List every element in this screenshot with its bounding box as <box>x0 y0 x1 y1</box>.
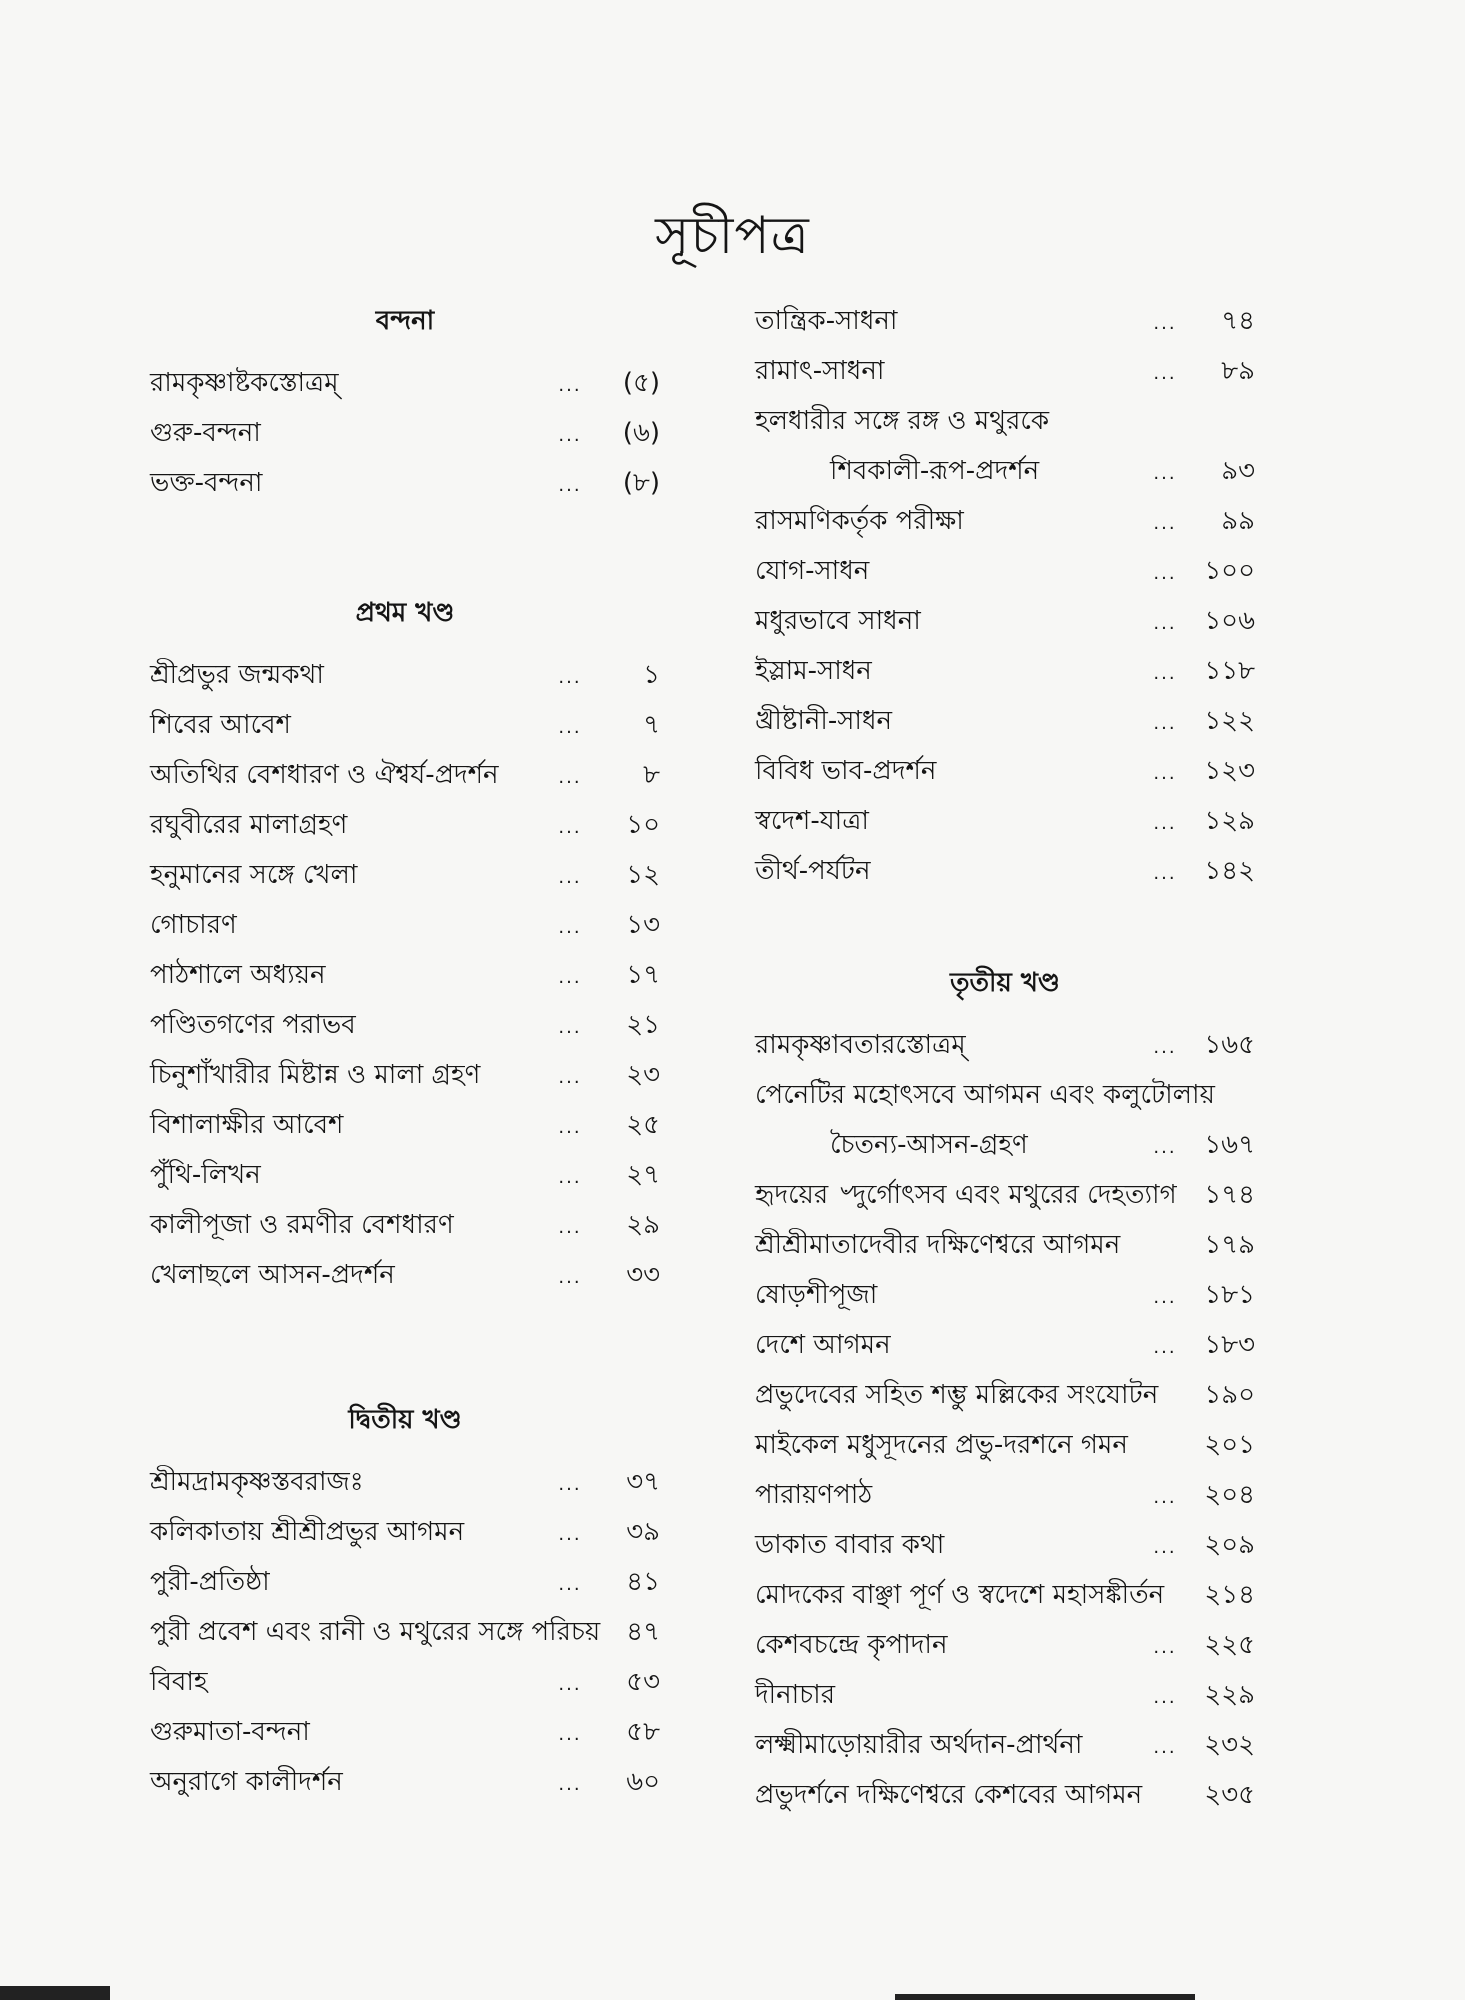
page-number: ১০ <box>626 810 660 840</box>
toc-entry[interactable]: খ্রীষ্টানী-সাধন ... ১২২ <box>755 700 1255 750</box>
toc-entry[interactable]: লক্ষ্মীমাড়োয়ারীর অর্থদান-প্রার্থনা ... ২৩২ <box>755 1724 1255 1774</box>
page-number: ১৬৭ <box>1204 1130 1255 1160</box>
section-heading-part-2: দ্বিতীয় খণ্ড <box>348 1405 462 1435</box>
toc-entry[interactable]: যোগ-সাধন ... ১০০ <box>755 550 1255 600</box>
page-number: ১৩ <box>626 910 660 940</box>
toc-entry[interactable]: মোদকের বাঞ্ছা পূর্ণ ও স্বদেশে মহাসঙ্কীর্তন ২১৪ <box>755 1574 1255 1624</box>
page-number: ১৮১ <box>1204 1280 1255 1310</box>
page-number: ২২৯ <box>1204 1680 1255 1710</box>
toc-entry[interactable]: রঘুবীরের মালাগ্রহণ ... ১০ <box>150 804 660 854</box>
page-number: ৭৪ <box>1221 306 1255 336</box>
toc-entry[interactable]: শ্রীশ্রীমাতাদেবীর দক্ষিণেশ্বরে আগমন ১৭৯ <box>755 1224 1255 1274</box>
toc-entry[interactable]: বিবাহ ... ৫৩ <box>150 1661 660 1711</box>
toc-entry[interactable]: পুরী প্রবেশ এবং রানী ও মথুরের সঙ্গে পরিচয় ৪৭ <box>150 1611 660 1661</box>
page-number: ২৭ <box>626 1160 660 1190</box>
page-edge-mark <box>895 1994 1195 2000</box>
page-number: (৫) <box>622 368 660 398</box>
page-number: ১৭৪ <box>1204 1180 1255 1210</box>
toc-entry[interactable]: ভক্ত-বন্দনা ... (৮) <box>150 462 660 512</box>
toc-entry[interactable]: তান্ত্রিক-সাধনা ... ৭৪ <box>755 300 1255 350</box>
toc-entry[interactable]: কেশবচন্দ্রে কৃপাদান ... ২২৫ <box>755 1624 1255 1674</box>
page-number: ৫৩ <box>626 1667 660 1697</box>
page-number: ১০০ <box>1204 556 1255 586</box>
toc-entry[interactable]: অনুরাগে কালীদর্শন ... ৬০ <box>150 1761 660 1811</box>
page-number: ৪১ <box>626 1567 660 1597</box>
page-number: ২১ <box>626 1010 660 1040</box>
toc-entry[interactable]: পারায়ণপাঠ ... ২০৪ <box>755 1474 1255 1524</box>
toc-entry[interactable]: গোচারণ ... ১৩ <box>150 904 660 954</box>
toc-entry[interactable]: প্রভুদর্শনে দক্ষিণেশ্বরে কেশবের আগমন ২৩৫ <box>755 1774 1255 1824</box>
toc-entry[interactable]: চৈতন্য-আসন-গ্রহণ ... ১৬৭ <box>755 1124 1255 1174</box>
page-number: ১৭ <box>626 960 660 990</box>
toc-entry[interactable]: রামকৃষ্ণাবতারস্তোত্রম্ ... ১৬৫ <box>755 1024 1255 1074</box>
page-number: ৯৩ <box>1221 456 1255 486</box>
page-number: (৬) <box>622 418 660 448</box>
page-number: ১০৬ <box>1204 606 1255 636</box>
page-number: ৩৭ <box>626 1467 660 1497</box>
toc-entry[interactable]: ডাকাত বাবার কথা ... ২০৯ <box>755 1524 1255 1574</box>
toc-entry[interactable]: পুঁথি-লিখন ... ২৭ <box>150 1154 660 1204</box>
page-number: ১৮৩ <box>1204 1330 1255 1360</box>
page-number: ২৩৫ <box>1204 1780 1255 1810</box>
toc-entry[interactable]: শিবকালী-রূপ-প্রদর্শন ... ৯৩ <box>755 450 1255 500</box>
toc-entry[interactable]: স্বদেশ-যাত্রা ... ১২৯ <box>755 800 1255 850</box>
section-heading-part-3: তৃতীয় খণ্ড <box>950 968 1060 998</box>
toc-entry[interactable]: গুরুমাতা-বন্দনা ... ৫৮ <box>150 1711 660 1761</box>
page-number: ৩৯ <box>626 1517 660 1547</box>
page-number: ৭ <box>643 710 660 740</box>
page-number: ১২৯ <box>1204 806 1255 836</box>
page-number: ৫৮ <box>626 1717 660 1747</box>
toc-entry[interactable]: পুরী-প্রতিষ্ঠা ... ৪১ <box>150 1561 660 1611</box>
toc-entry[interactable]: তীর্থ-পর্যটন ... ১৪২ <box>755 850 1255 900</box>
toc-entry[interactable]: হলধারীর সঙ্গে রঙ্গ ও মথুরকে <box>755 406 1050 436</box>
toc-entry[interactable]: কালীপূজা ও রমণীর বেশধারণ ... ২৯ <box>150 1204 660 1254</box>
page-number: ১২২ <box>1204 706 1255 736</box>
page-number: ২৯ <box>626 1210 660 1240</box>
toc-entry[interactable]: শ্রীপ্রভুর জন্মকথা ... ১ <box>150 654 660 704</box>
toc-entry[interactable]: কলিকাতায় শ্রীশ্রীপ্রভুর আগমন ... ৩৯ <box>150 1511 660 1561</box>
right-column <box>755 300 1255 1824</box>
toc-entry[interactable]: শ্রীমদ্রামকৃষ্ণস্তবরাজঃ ... ৩৭ <box>150 1461 660 1511</box>
page-number: ২৫ <box>626 1110 660 1140</box>
page-number: ১৪২ <box>1204 856 1255 886</box>
page-number: ১৯০ <box>1204 1380 1255 1410</box>
toc-entry[interactable]: পেনেটির মহোৎসবে আগমন এবং কলুটোলায় <box>755 1080 1215 1110</box>
toc-entry[interactable]: দেশে আগমন ... ১৮৩ <box>755 1324 1255 1374</box>
toc-entry[interactable]: ইস্লাম-সাধন ... ১১৮ <box>755 650 1255 700</box>
left-column <box>150 300 660 1811</box>
page-number: ১২ <box>626 860 660 890</box>
toc-entry[interactable]: রামাৎ-সাধনা ... ৮৯ <box>755 350 1255 400</box>
page-number: ২৩ <box>626 1060 660 1090</box>
page-number: ২৩২ <box>1204 1730 1255 1760</box>
toc-entry[interactable]: মধুরভাবে সাধনা ... ১০৬ <box>755 600 1255 650</box>
page-number: ৯৯ <box>1221 506 1255 536</box>
toc-entry[interactable]: হৃদয়ের ৺দুর্গোৎসব এবং মথুরের দেহত্যাগ ১৭৪ <box>755 1174 1255 1224</box>
section-heading-bandana: বন্দনা <box>375 306 435 336</box>
toc-entry[interactable]: রামকৃষ্ণাষ্টকস্তোত্রম্ ... (৫) <box>150 362 660 412</box>
toc-entry[interactable]: বিবিধ ভাব-প্রদর্শন ... ১২৩ <box>755 750 1255 800</box>
page-number: ১১৮ <box>1204 656 1255 686</box>
page-number: ৮ <box>643 760 660 790</box>
toc-entry[interactable]: অতিথির বেশধারণ ও ঐশ্বর্য-প্রদর্শন ... ৮ <box>150 754 660 804</box>
toc-entry[interactable]: চিনুশাঁখারীর মিষ্টান্ন ও মালা গ্রহণ ... ২৩ <box>150 1054 660 1104</box>
page-number: ২০৯ <box>1204 1530 1255 1560</box>
page-number: ২১৪ <box>1204 1580 1255 1610</box>
toc-entry[interactable]: গুরু-বন্দনা ... (৬) <box>150 412 660 462</box>
toc-entry[interactable]: মাইকেল মধুসূদনের প্রভু-দরশনে গমন ২০১ <box>755 1424 1255 1474</box>
toc-entry[interactable]: শিবের আবেশ ... ৭ <box>150 704 660 754</box>
page-number: ৬০ <box>626 1767 660 1797</box>
section-heading-part-1: প্রথম খণ্ড <box>355 598 455 628</box>
toc-entry[interactable]: পাঠশালে অধ্যয়ন ... ১৭ <box>150 954 660 1004</box>
toc-entry[interactable]: বিশালাক্ষীর আবেশ ... ২৫ <box>150 1104 660 1154</box>
toc-entry[interactable]: প্রভুদেবের সহিত শম্ভু মল্লিকের সংযোটন ১৯০ <box>755 1374 1255 1424</box>
page-number: ৪৭ <box>626 1617 660 1647</box>
toc-entry[interactable]: রাসমণিকর্তৃক পরীক্ষা ... ৯৯ <box>755 500 1255 550</box>
page-number: ৮৯ <box>1221 356 1255 386</box>
page-number: ২০১ <box>1204 1430 1255 1460</box>
page-number: ১৬৫ <box>1204 1030 1255 1060</box>
toc-entry[interactable]: ষোড়শীপূজা ... ১৮১ <box>755 1274 1255 1324</box>
page-number: ২২৫ <box>1204 1630 1255 1660</box>
page-title: সূচীপত্র <box>655 206 810 266</box>
toc-entry[interactable]: খেলাছলে আসন-প্রদর্শন ... ৩৩ <box>150 1254 660 1304</box>
toc-entry[interactable]: হনুমানের সঙ্গে খেলা ... ১২ <box>150 854 660 904</box>
page-number: (৮) <box>622 468 660 498</box>
page-number: ৩৩ <box>626 1260 660 1290</box>
toc-entry[interactable]: পণ্ডিতগণের পরাভব ... ২১ <box>150 1004 660 1054</box>
page-number: ১৭৯ <box>1204 1230 1255 1260</box>
page-number: ২০৪ <box>1204 1480 1255 1510</box>
page-edge-mark <box>0 1986 110 2000</box>
page-number: ১২৩ <box>1204 756 1255 786</box>
page-number: ১ <box>643 660 660 690</box>
toc-entry[interactable]: দীনাচার ... ২২৯ <box>755 1674 1255 1724</box>
